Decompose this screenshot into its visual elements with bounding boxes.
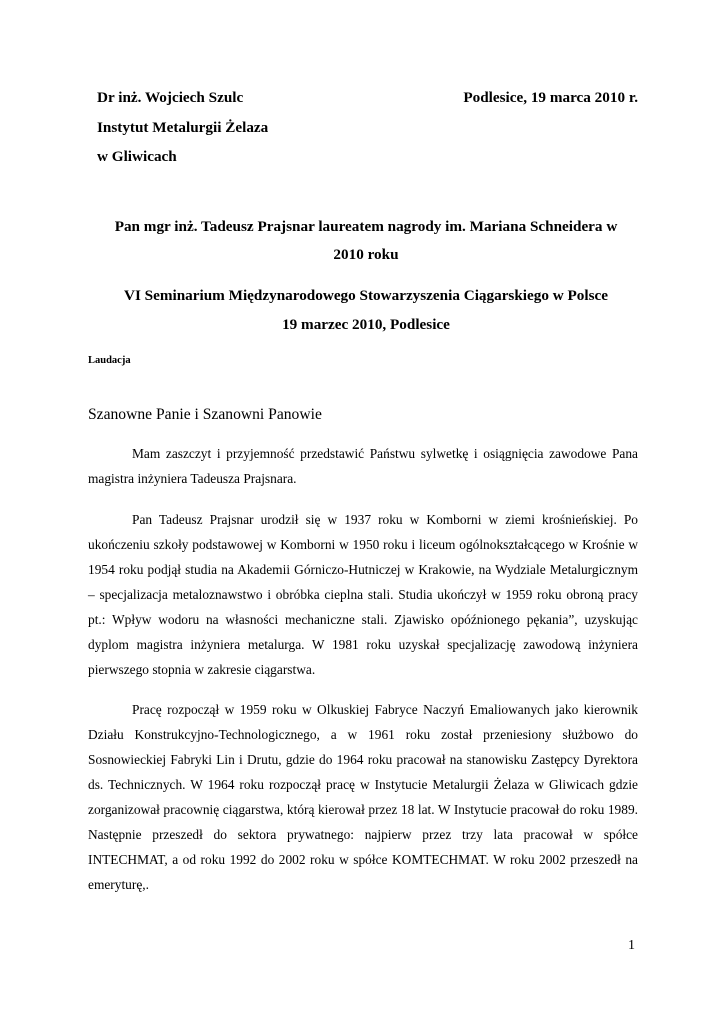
place-date: Podlesice, 19 marca 2010 r. [463,89,638,106]
author-city: w Gliwicach [97,148,177,165]
paragraph-biography: Pan Tadeusz Prajsnar urodził się w 1937 roku w Komborni w ziemi krośnieńskiej. Po ukończeniu szkoły podstawowej w Komborni w 1950 roku i liceum ogólnokształcącego w Krośnie w 1954 roku podjął studia na Akademii Górniczo-Hutniczej w Krakowie, na Wydziale Metalurgicznym – specjalizacja metaloznawstwo i obróbka cieplna stali. Studia ukończył w 1959 roku obroną pracy pt.: Wpływ wodoru na własności mechaniczne stali. Zjawisko opóźnionego pękania”, uzyskując dyplom magistra inżyniera metalurga. W 1981 roku uzyskał specjalizację zawodową inżyniera pierwszego stopnia w zakresie ciągarstwa. [88,512,638,677]
paragraph-intro: Mam zaszczyt i przyjemność przedstawić Państwu sylwetkę i osiągnięcia zawodowe Pana magistra inżyniera Tadeusza Prajsnara. [88,446,638,486]
paragraph-career: Pracę rozpoczął w 1959 roku w Olkuskiej Fabryce Naczyń Emaliowanych jako kierownik Działu Konstrukcyjno-Technologicznego, a w 1961 roku został przeniesiony służbowo do Sosnowieckiej Fabryki Lin i Drutu, gdzie do 1964 roku pracował na stanowisku Zastępcy Dyrektora ds. Technicznych. W 1964 roku rozpoczął pracę w Instytucie Metalurgii Żelaza w Gliwicach gdzie zorganizował pracownię ciągarstwa, którą kierował przez 18 lat. W Instytucie pracował do roku 1989. Następnie przeszedł do sektora prywatnego: najpierw przez trzy lata pracował w spółce INTECHMAT, a od roku 1992 do 2002 roku w spółce KOMTECHMAT. W roku 2002 przeszedł na emeryturę,. [88,702,638,892]
section-label: Laudacja [88,355,131,366]
page-number: 1 [628,938,635,953]
salutation: Szanowne Panie i Szanowni Panowie [88,406,322,423]
title-line-2: 2010 roku [333,246,399,263]
seminar-name: VI Seminarium Międzynarodowego Stowarzyszenia Ciągarskiego w Polsce [124,287,608,304]
author-institute: Instytut Metalurgii Żelaza [97,119,269,136]
seminar-date: 19 marzec 2010, Podlesice [282,316,450,333]
author-name: Dr inż. Wojciech Szulc [97,89,244,106]
title-line-1: Pan mgr inż. Tadeusz Prajsnar laureatem nagrody im. Mariana Schneidera w [114,218,618,235]
